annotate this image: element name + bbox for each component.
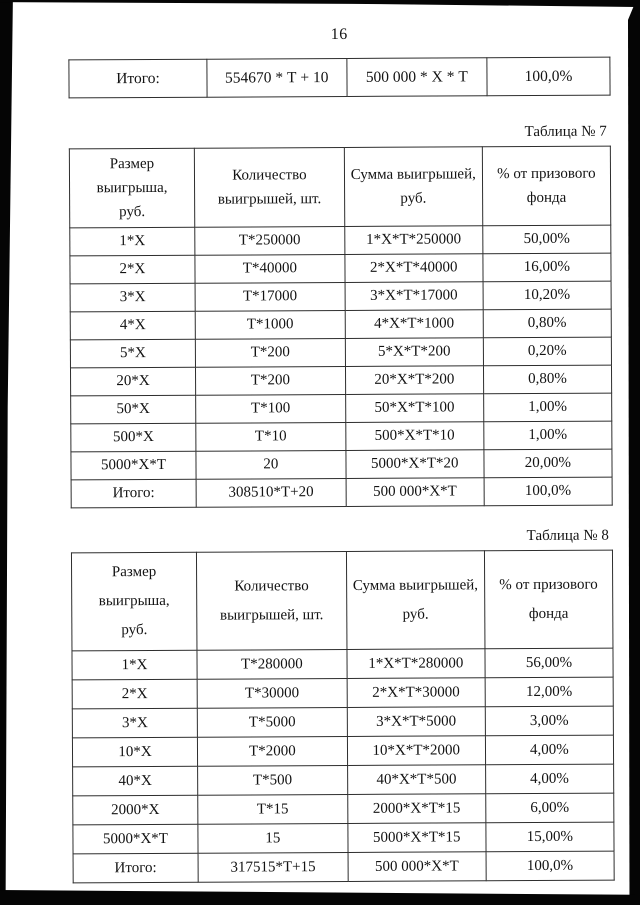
table-cell: 5000*Х*Т*15 xyxy=(348,823,486,853)
table-cell: Т*250000 xyxy=(195,226,345,255)
scan-edge-bottom xyxy=(0,888,640,905)
table-cell: 40*Х xyxy=(73,766,198,796)
table-cell: 16,00% xyxy=(483,253,611,282)
table-cell: 500 000*Х*Т xyxy=(348,852,486,882)
column-header: Количество выигрышей, шт. xyxy=(194,147,344,227)
table-cell: Т*200 xyxy=(195,366,345,395)
table-cell: 1,00% xyxy=(484,421,612,450)
table-cell: 20 xyxy=(196,450,346,479)
table-cell: 1*Х*Т*280000 xyxy=(347,649,485,679)
table-cell: 2000*Х*Т*15 xyxy=(348,794,486,824)
table-cell: 20,00% xyxy=(484,449,612,478)
table-row xyxy=(72,648,613,680)
table-cell: 100,0% xyxy=(484,477,612,506)
table-cell: 50*Х xyxy=(71,395,196,424)
column-header: Сумма выигрышей, руб. xyxy=(346,551,484,650)
column-header: Размер выигрыша, руб. xyxy=(71,552,196,651)
table-row xyxy=(70,337,611,368)
table-row xyxy=(70,281,611,312)
column-header: Сумма выигрышей, руб. xyxy=(344,147,482,227)
table-cell: 5*Х xyxy=(70,339,195,368)
table-cell: Итого: xyxy=(73,853,198,883)
table-cell: 1*Х xyxy=(70,227,195,256)
table-cell: Т*2000 xyxy=(197,736,347,766)
table-cell: Итого: xyxy=(69,59,207,98)
table-cell: Т*100 xyxy=(196,394,346,423)
table-cell: 5*Х*Т*200 xyxy=(345,338,483,367)
table-cell: 0,20% xyxy=(483,337,611,366)
table-cell: 15,00% xyxy=(486,822,614,852)
table-row xyxy=(73,822,614,854)
table-cell: 40*Х*Т*500 xyxy=(347,765,485,795)
table-row xyxy=(71,477,612,508)
table-row xyxy=(73,764,614,796)
table-cell: 4,00% xyxy=(485,764,613,794)
table-cell: 15 xyxy=(198,823,348,853)
table-cell: Т*15 xyxy=(198,794,348,824)
table-cell: 20*Х xyxy=(70,367,195,396)
column-header: % от призового фонда xyxy=(482,146,611,226)
table-cell: 1*Х*Т*250000 xyxy=(345,226,483,255)
table-cell: 308510*Т+20 xyxy=(196,478,346,507)
table-row xyxy=(70,309,611,340)
table-cell: Т*500 xyxy=(198,765,348,795)
table-cell: 3*Х*Т*17000 xyxy=(345,282,483,311)
column-header: Размер выигрыша, руб. xyxy=(69,148,194,228)
table-cell: 5000*Х*Т*20 xyxy=(346,450,484,479)
table-row xyxy=(72,706,613,738)
table-cell: 50*Х*Т*100 xyxy=(345,394,483,423)
table-cell: 3*Х xyxy=(70,283,195,312)
page-number: 16 xyxy=(330,25,348,44)
table-cell: 3*Х*Т*5000 xyxy=(347,707,485,737)
table-cell: 2*Х xyxy=(70,255,195,284)
table-cell: Итого: xyxy=(71,479,196,508)
table-header-row xyxy=(71,550,613,651)
table-row xyxy=(71,393,612,424)
table-cell: 0,80% xyxy=(483,309,611,338)
table7 xyxy=(69,146,613,509)
table-cell: 500 000*Х*Т xyxy=(346,478,484,507)
table-cell: Т*17000 xyxy=(195,282,345,311)
table-cell: 2000*Х xyxy=(73,795,198,825)
table-row xyxy=(73,851,614,883)
table-row xyxy=(70,225,611,256)
table-cell: Т*30000 xyxy=(197,678,347,708)
table-cell: 500*Х xyxy=(71,423,196,452)
table-cell: 0,80% xyxy=(483,365,611,394)
table-cell: Т*1000 xyxy=(195,310,345,339)
document-page xyxy=(68,25,614,884)
table-cell: Т*200 xyxy=(195,338,345,367)
table-cell: 20*Х*Т*200 xyxy=(345,366,483,395)
table-cell: 554670 * Т + 10 xyxy=(207,58,347,97)
table-cell: 1,00% xyxy=(483,393,611,422)
table-header-row xyxy=(69,146,610,228)
column-header: Количество выигрышей, шт. xyxy=(196,551,346,650)
table-row xyxy=(71,449,612,480)
table-row xyxy=(69,57,610,98)
table-cell: 4*Х*Т*1000 xyxy=(345,310,483,339)
table-cell: 317515*Т+15 xyxy=(198,852,348,882)
table-cell: 5000*Х*Т xyxy=(71,451,196,480)
table-cell: 500*Х*Т*10 xyxy=(346,422,484,451)
table-cell: 5000*Х*Т xyxy=(73,824,198,854)
scan-edge-top xyxy=(0,0,640,7)
table-row xyxy=(70,365,611,396)
table-row xyxy=(72,677,613,709)
carryover-total-table xyxy=(68,57,610,99)
table-cell: Т*40000 xyxy=(195,254,345,283)
table-cell: 2*Х*Т*30000 xyxy=(347,678,485,708)
table-cell: 3*Х xyxy=(72,708,197,738)
table-cell: 50,00% xyxy=(483,225,611,254)
table8-caption: Таблица № 8 xyxy=(526,527,609,545)
table-row xyxy=(72,735,613,767)
table-row xyxy=(70,253,611,284)
table-cell: 4*Х xyxy=(70,311,195,340)
table-cell: 10,20% xyxy=(483,281,611,310)
column-header: % от призового фонда xyxy=(484,550,613,649)
table-cell: 1*Х xyxy=(72,650,197,680)
table-cell: 2*Х*Т*40000 xyxy=(345,254,483,283)
table-cell: 12,00% xyxy=(485,677,613,707)
scan-edge-left xyxy=(0,0,14,905)
table-cell: Т*10 xyxy=(196,422,346,451)
table-cell: 3,00% xyxy=(485,706,613,736)
table8 xyxy=(71,550,615,884)
table-cell: 10*Х xyxy=(72,737,197,767)
table-cell: 10*Х*Т*2000 xyxy=(347,736,485,766)
table-row xyxy=(71,421,612,452)
table-cell: 4,00% xyxy=(485,735,613,765)
scan-edge-right xyxy=(625,0,640,905)
table7-caption: Таблица № 7 xyxy=(524,123,607,141)
table-cell: 56,00% xyxy=(485,648,613,678)
table-cell: 6,00% xyxy=(485,793,613,823)
table-cell: Т*280000 xyxy=(197,649,347,679)
table-cell: 100,0% xyxy=(487,57,610,96)
table-cell: 100,0% xyxy=(486,851,614,881)
table-cell: 2*Х xyxy=(72,679,197,709)
table-cell: Т*5000 xyxy=(197,707,347,737)
table-cell: 500 000 * Х * Т xyxy=(346,58,487,97)
table-row xyxy=(73,793,614,825)
